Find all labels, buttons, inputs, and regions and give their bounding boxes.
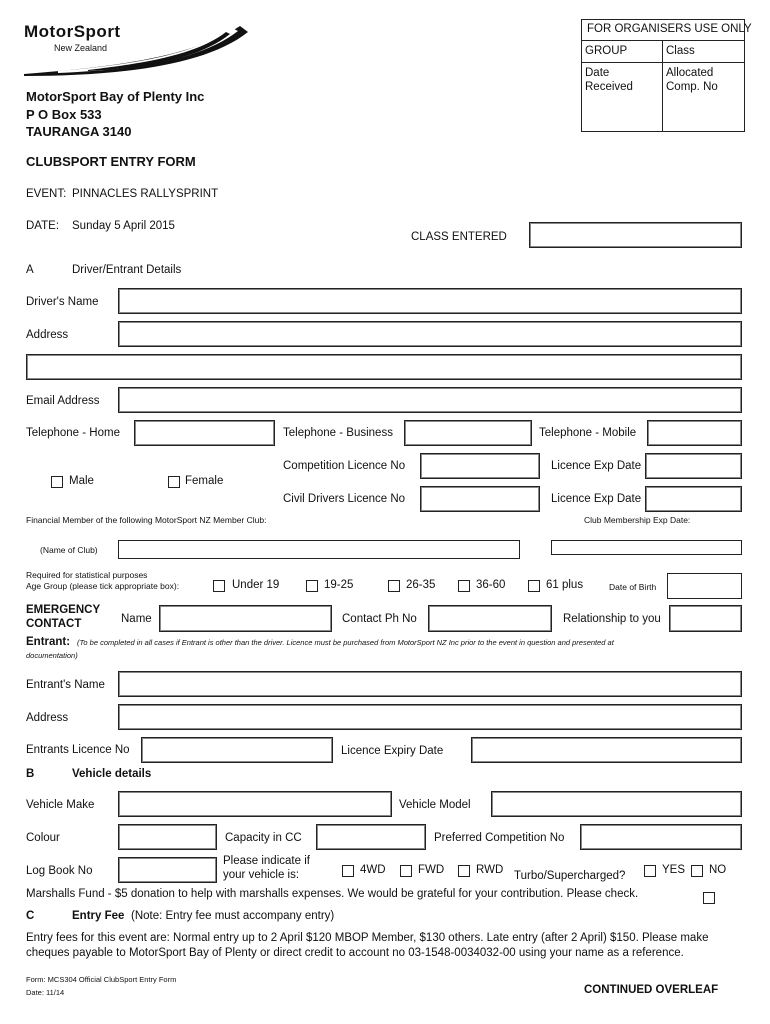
entrants-licence-label: Entrants Licence No [26, 744, 130, 756]
footer-form: Form: MCS304 Official ClubSport Entry Form [26, 975, 177, 984]
org-divider-v [662, 40, 663, 132]
date-label: DATE: [26, 220, 60, 232]
drive-4wd-label: 4WD [360, 864, 386, 876]
motorsport-logo [18, 18, 250, 78]
entrant-note-1: (To be completed in all cases if Entrant is other than the driver. Licence must be purchased from MotorSport NZ Inc prior to the event in question and presented at [77, 638, 614, 647]
email-field[interactable] [118, 387, 742, 413]
section-c-note: (Note: Entry fee must accompany entry) [131, 910, 335, 922]
class-entered-label: CLASS ENTERED [411, 231, 507, 243]
vehicle-model-field[interactable] [491, 791, 742, 817]
class-entered-field[interactable] [529, 222, 742, 248]
footer-date: Date: 11/14 [26, 988, 65, 997]
female-checkbox[interactable] [168, 476, 180, 488]
emergency-phone-label: Contact Ph No [342, 613, 417, 625]
capacity-label: Capacity in CC [225, 832, 302, 844]
tel-mobile-field[interactable] [647, 420, 742, 446]
section-a-title: Driver/Entrant Details [72, 264, 182, 276]
entrants-name-label: Entrant's Name [26, 679, 105, 691]
turbo-yes-label: YES [662, 864, 686, 876]
licence-exp-field[interactable] [645, 453, 742, 479]
entrants-licence-field[interactable] [141, 737, 333, 763]
tel-home-field[interactable] [134, 420, 275, 446]
male-checkbox[interactable] [51, 476, 63, 488]
licence-exp-label: Licence Exp Date [551, 460, 642, 472]
age-26-35-checkbox[interactable] [388, 580, 400, 592]
organisers-header: FOR ORGANISERS USE ONLY [587, 23, 752, 35]
age-under19-checkbox[interactable] [213, 580, 225, 592]
statistical-label: Required for statistical purposes [26, 570, 148, 580]
age-19-25-checkbox[interactable] [306, 580, 318, 592]
dob-field[interactable] [667, 573, 742, 599]
form-title: CLUBSPORT ENTRY FORM [26, 154, 196, 169]
club-exp-label: Club Membership Exp Date: [584, 515, 691, 525]
age-36-60-label: 36-60 [476, 579, 506, 591]
event-label: EVENT: [26, 188, 67, 200]
date-value: Sunday 5 April 2015 [72, 220, 175, 232]
licence-exp-field-2[interactable] [645, 486, 742, 512]
civil-licence-field[interactable] [420, 486, 540, 512]
comp-licence-label: Competition Licence No [283, 460, 406, 472]
tel-business-label: Telephone - Business [283, 427, 393, 439]
event-value: PINNACLES RALLYSPRINT [72, 188, 219, 200]
entrant-label: Entrant: [26, 636, 71, 648]
indicate-label-1: Please indicate if [223, 855, 310, 867]
org-divider-1 [581, 40, 745, 41]
org-date-label: Date [585, 67, 610, 79]
drive-rwd-checkbox[interactable] [458, 865, 470, 877]
civil-licence-label: Civil Drivers Licence No [283, 493, 406, 505]
comp-licence-field[interactable] [420, 453, 540, 479]
emergency-phone-field[interactable] [428, 605, 552, 632]
org-compno-label: Comp. No [666, 81, 718, 93]
section-b-letter: B [26, 768, 35, 780]
colour-label: Colour [26, 832, 60, 844]
vehicle-make-label: Vehicle Make [26, 799, 95, 811]
age-26-35-label: 26-35 [406, 579, 436, 591]
vehicle-make-field[interactable] [118, 791, 392, 817]
org-received-label: Received [585, 81, 633, 93]
drivers-name-label: Driver's Name [26, 296, 99, 308]
org-divider-2 [581, 62, 745, 63]
age-61plus-label: 61 plus [546, 579, 584, 591]
turbo-no-label: NO [709, 864, 727, 876]
relationship-label: Relationship to you [563, 613, 661, 625]
dob-label: Date of Birth [609, 582, 657, 592]
address-line-1: MotorSport Bay of Plenty Inc [26, 89, 205, 104]
turbo-label: Turbo/Supercharged? [514, 870, 626, 882]
age-61plus-checkbox[interactable] [528, 580, 540, 592]
address-line-2: P O Box 533 [26, 107, 102, 122]
club-exp-field[interactable] [551, 540, 742, 555]
indicate-label-2: your vehicle is: [223, 869, 300, 881]
org-class-label: Class [666, 45, 695, 57]
fees-line-2: cheques payable to MotorSport Bay of Plenty or direct credit to account no 03-1548-0034032-00 using your name as a reference. [26, 947, 684, 959]
marshalls-text: Marshalls Fund - $5 donation to help with marshalls expenses. We would be grateful for your contribution. Please check. [26, 888, 639, 900]
drivers-name-field[interactable] [118, 288, 742, 314]
age-under19-label: Under 19 [232, 579, 280, 591]
drive-fwd-label: FWD [418, 864, 445, 876]
address-field-1[interactable] [118, 321, 742, 347]
tel-home-label: Telephone - Home [26, 427, 120, 439]
capacity-field[interactable] [316, 824, 426, 850]
pref-comp-label: Preferred Competition No [434, 832, 565, 844]
section-a-letter: A [26, 264, 34, 276]
org-group-label: GROUP [585, 45, 628, 57]
drive-rwd-label: RWD [476, 864, 504, 876]
address-field-2[interactable] [26, 354, 742, 380]
vehicle-model-label: Vehicle Model [399, 799, 471, 811]
relationship-field[interactable] [669, 605, 742, 632]
continued-overleaf: CONTINUED OVERLEAF [584, 984, 719, 996]
licence-exp-label-2: Licence Exp Date [551, 493, 642, 505]
marshalls-checkbox[interactable] [703, 892, 715, 904]
emergency-name-label: Name [121, 613, 152, 625]
turbo-no-checkbox[interactable] [691, 865, 703, 877]
entrant-address-label: Address [26, 712, 69, 724]
tel-business-field[interactable] [404, 420, 532, 446]
tel-mobile-label: Telephone - Mobile [539, 427, 637, 439]
drive-fwd-checkbox[interactable] [400, 865, 412, 877]
logbook-field[interactable] [118, 857, 217, 883]
emergency-label-1: EMERGENCY [26, 604, 101, 616]
address-line-3: TAURANGA 3140 [26, 124, 132, 139]
emergency-name-field[interactable] [159, 605, 332, 632]
male-label: Male [69, 475, 94, 487]
age-36-60-checkbox[interactable] [458, 580, 470, 592]
section-c-title: Entry Fee [72, 910, 125, 922]
female-label: Female [185, 475, 224, 487]
drive-4wd-checkbox[interactable] [342, 865, 354, 877]
entrant-note-2: documentation) [26, 651, 78, 660]
fees-line-1: Entry fees for this event are: Normal entry up to 2 April $120 MBOP Member, $130 others. Late entry (after 2 April) $150. Please make [26, 932, 709, 944]
club-name-field[interactable] [118, 540, 520, 559]
name-of-club-label: (Name of Club) [40, 545, 98, 555]
entrants-name-field[interactable] [118, 671, 742, 697]
emergency-label-2: CONTACT [26, 618, 82, 630]
age-group-label: Age Group (please tick appropriate box): [26, 581, 180, 591]
logo-brand: MotorSport [24, 22, 121, 41]
age-19-25-label: 19-25 [324, 579, 354, 591]
logbook-label: Log Book No [26, 865, 93, 877]
licence-expiry-field[interactable] [471, 737, 742, 763]
section-b-title: Vehicle details [72, 768, 152, 780]
turbo-yes-checkbox[interactable] [644, 865, 656, 877]
financial-member-label: Financial Member of the following MotorSport NZ Member Club: [26, 515, 267, 525]
logo-country: New Zealand [54, 43, 108, 53]
licence-expiry-label: Licence Expiry Date [341, 745, 444, 757]
address-label: Address [26, 329, 69, 341]
pref-comp-field[interactable] [580, 824, 742, 850]
org-allocated-label: Allocated [666, 67, 714, 79]
entrant-address-field[interactable] [118, 704, 742, 730]
email-label: Email Address [26, 395, 100, 407]
colour-field[interactable] [118, 824, 217, 850]
section-c-letter: C [26, 910, 35, 922]
